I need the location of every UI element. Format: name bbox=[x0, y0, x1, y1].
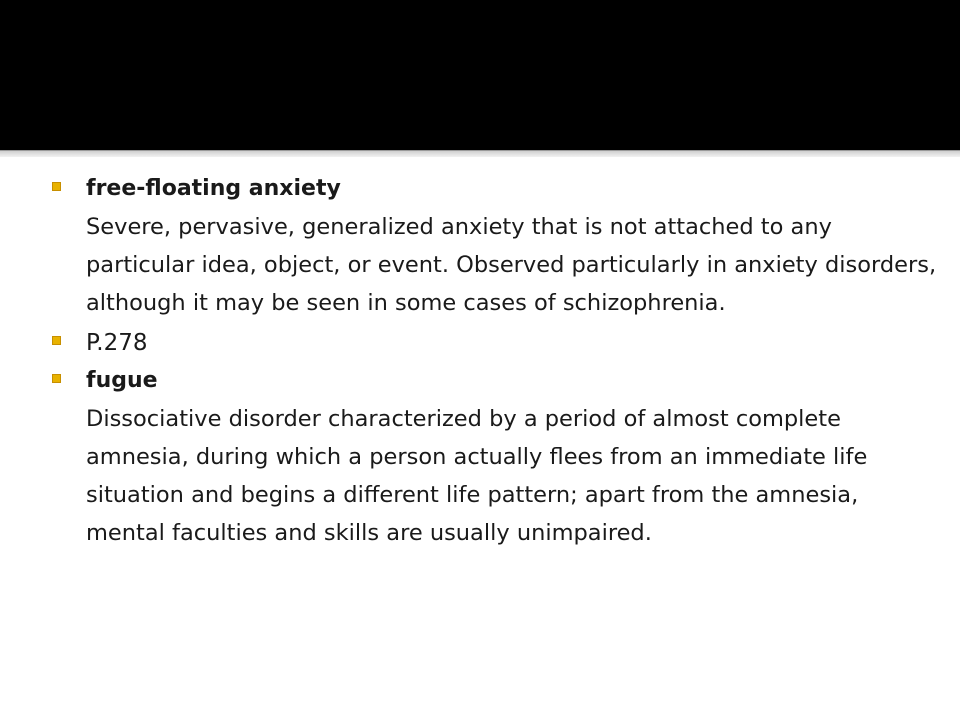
term-title: fugue bbox=[86, 368, 158, 393]
list-item bbox=[52, 364, 942, 552]
list-item bbox=[52, 326, 942, 360]
square-bullet-icon bbox=[52, 374, 61, 383]
slide-header-band bbox=[0, 0, 960, 150]
square-bullet-icon bbox=[52, 336, 61, 345]
slide-body bbox=[52, 172, 942, 556]
term-definition: Severe, pervasive, generalized anxiety that is not attached to any particular idea, object, or event. Observed particularly in anxiety disorders, although it may be seen in some cases of schizophrenia. bbox=[86, 214, 937, 316]
header-divider bbox=[0, 150, 960, 157]
term-title: free-floating anxiety bbox=[86, 176, 341, 201]
page-reference: P.278 bbox=[86, 330, 148, 356]
term-definition: Dissociative disorder characterized by a period of almost complete amnesia, during which a person actually flees from an immediate life situation and begins a different life pattern; apart from the amnesia, mental faculties and skills are usually unimpaired. bbox=[86, 406, 868, 546]
list-item bbox=[52, 172, 942, 322]
square-bullet-icon bbox=[52, 182, 61, 191]
